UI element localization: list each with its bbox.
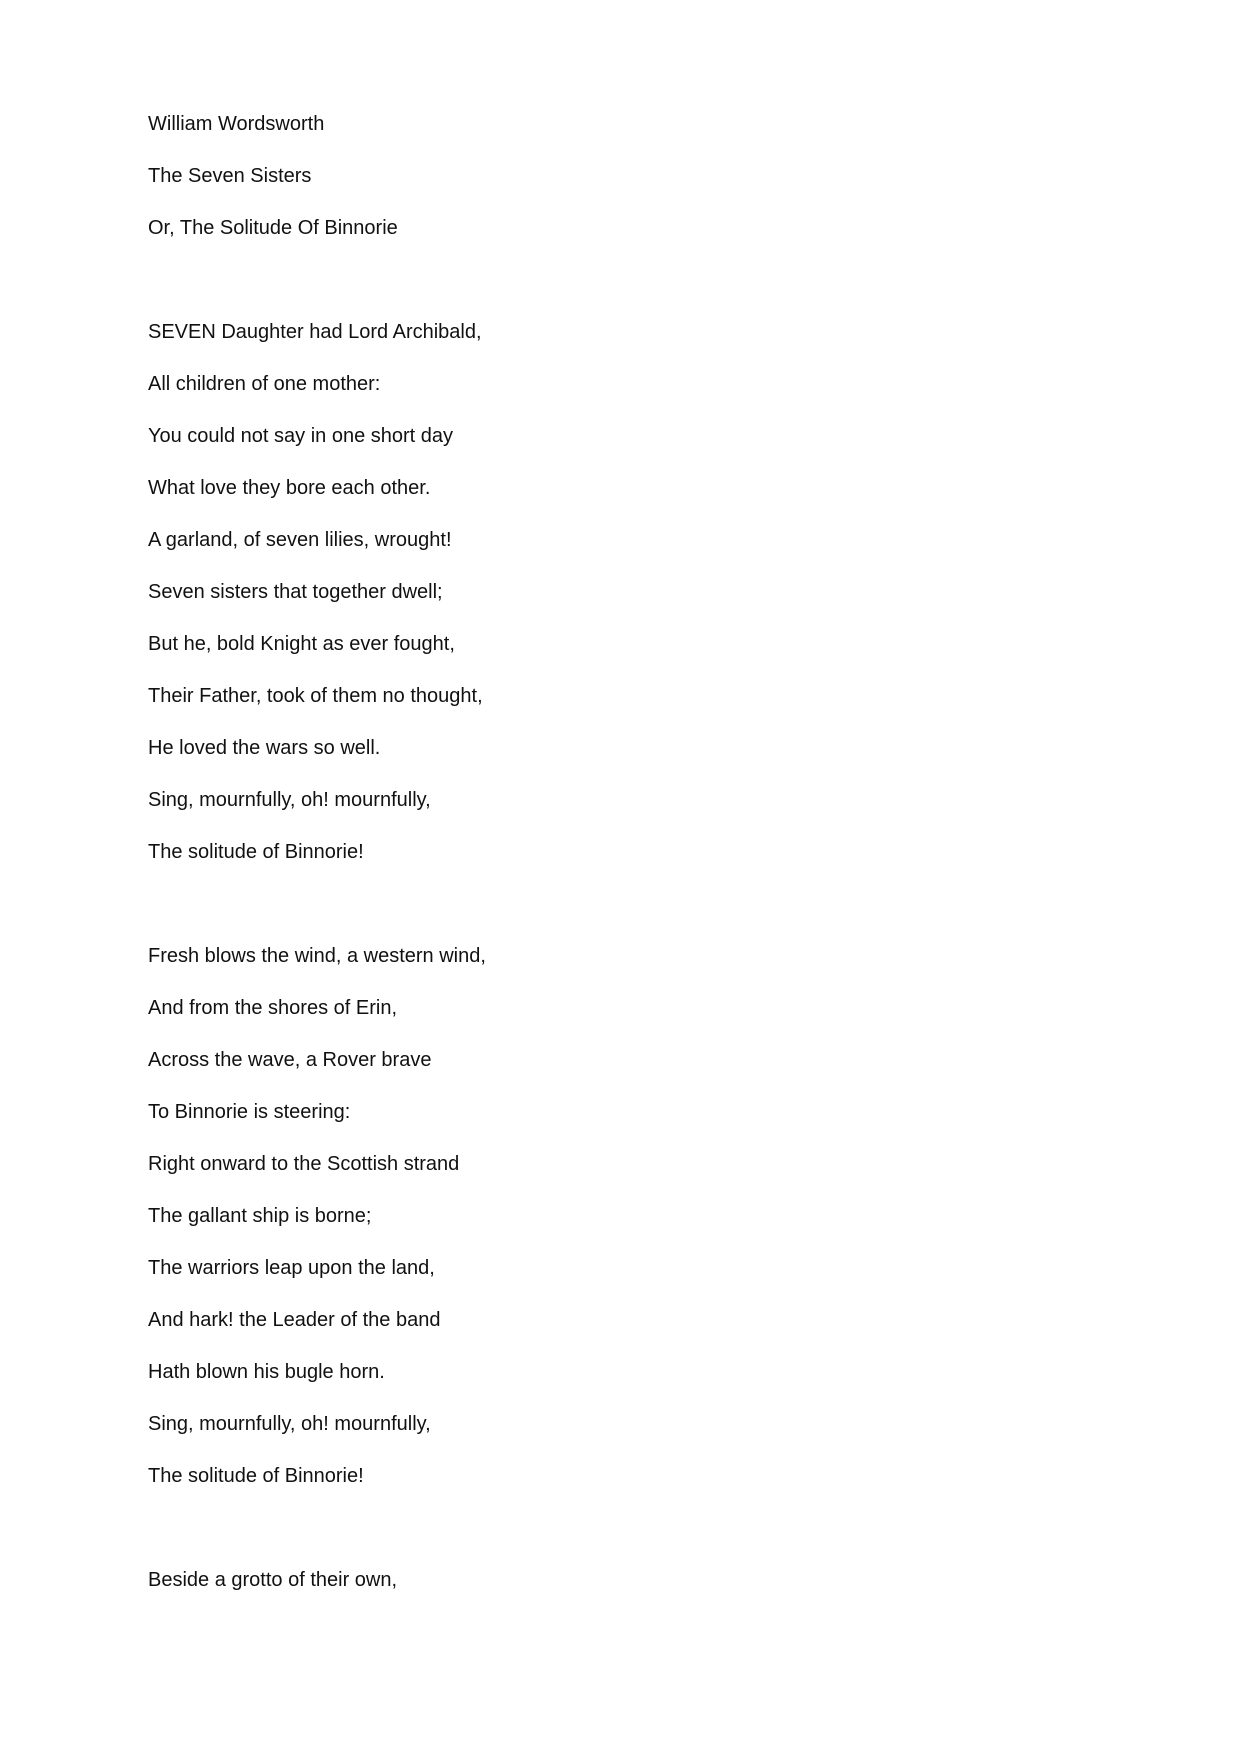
stanza-gap bbox=[148, 266, 1148, 318]
stanza-gap bbox=[148, 890, 1148, 942]
verse-line: SEVEN Daughter had Lord Archibald, bbox=[148, 321, 482, 343]
author-line: William Wordsworth bbox=[148, 113, 325, 135]
verse-line: Beside a grotto of their own, bbox=[148, 1569, 398, 1591]
refrain-line: Sing, mournfully, oh! mournfully, bbox=[148, 789, 431, 811]
verse-line: He loved the wars so well. bbox=[148, 737, 381, 759]
verse-line: Across the wave, a Rover brave bbox=[148, 1049, 432, 1071]
verse-line: Seven sisters that together dwell; bbox=[148, 581, 443, 603]
verse-line: You could not say in one short day bbox=[148, 425, 454, 447]
verse-line: A garland, of seven lilies, wrought! bbox=[148, 529, 452, 551]
stanza-gap bbox=[148, 1514, 1148, 1566]
refrain-line: The solitude of Binnorie! bbox=[148, 1465, 364, 1487]
subtitle-line: Or, The Solitude Of Binnorie bbox=[148, 217, 398, 239]
verse-line: And from the shores of Erin, bbox=[148, 997, 398, 1019]
verse-line: The gallant ship is borne; bbox=[148, 1205, 372, 1227]
poem-text bbox=[148, 110, 1148, 1618]
verse-line: Their Father, took of them no thought, bbox=[148, 685, 483, 707]
verse-line: Right onward to the Scottish strand bbox=[148, 1153, 460, 1175]
verse-line: To Binnorie is steering: bbox=[148, 1101, 351, 1123]
verse-line: But he, bold Knight as ever fought, bbox=[148, 633, 455, 655]
stanza-1 bbox=[148, 318, 1148, 890]
verse-line: The warriors leap upon the land, bbox=[148, 1257, 435, 1279]
title-line: The Seven Sisters bbox=[148, 165, 312, 187]
verse-line: And hark! the Leader of the band bbox=[148, 1309, 441, 1331]
stanza-3 bbox=[148, 1566, 1148, 1618]
verse-line: What love they bore each other. bbox=[148, 477, 431, 499]
refrain-line: The solitude of Binnorie! bbox=[148, 841, 364, 863]
stanza-2 bbox=[148, 942, 1148, 1514]
refrain-line: Sing, mournfully, oh! mournfully, bbox=[148, 1413, 431, 1435]
verse-line: Fresh blows the wind, a western wind, bbox=[148, 945, 486, 967]
verse-line: All children of one mother: bbox=[148, 373, 381, 395]
verse-line: Hath blown his bugle horn. bbox=[148, 1361, 385, 1383]
